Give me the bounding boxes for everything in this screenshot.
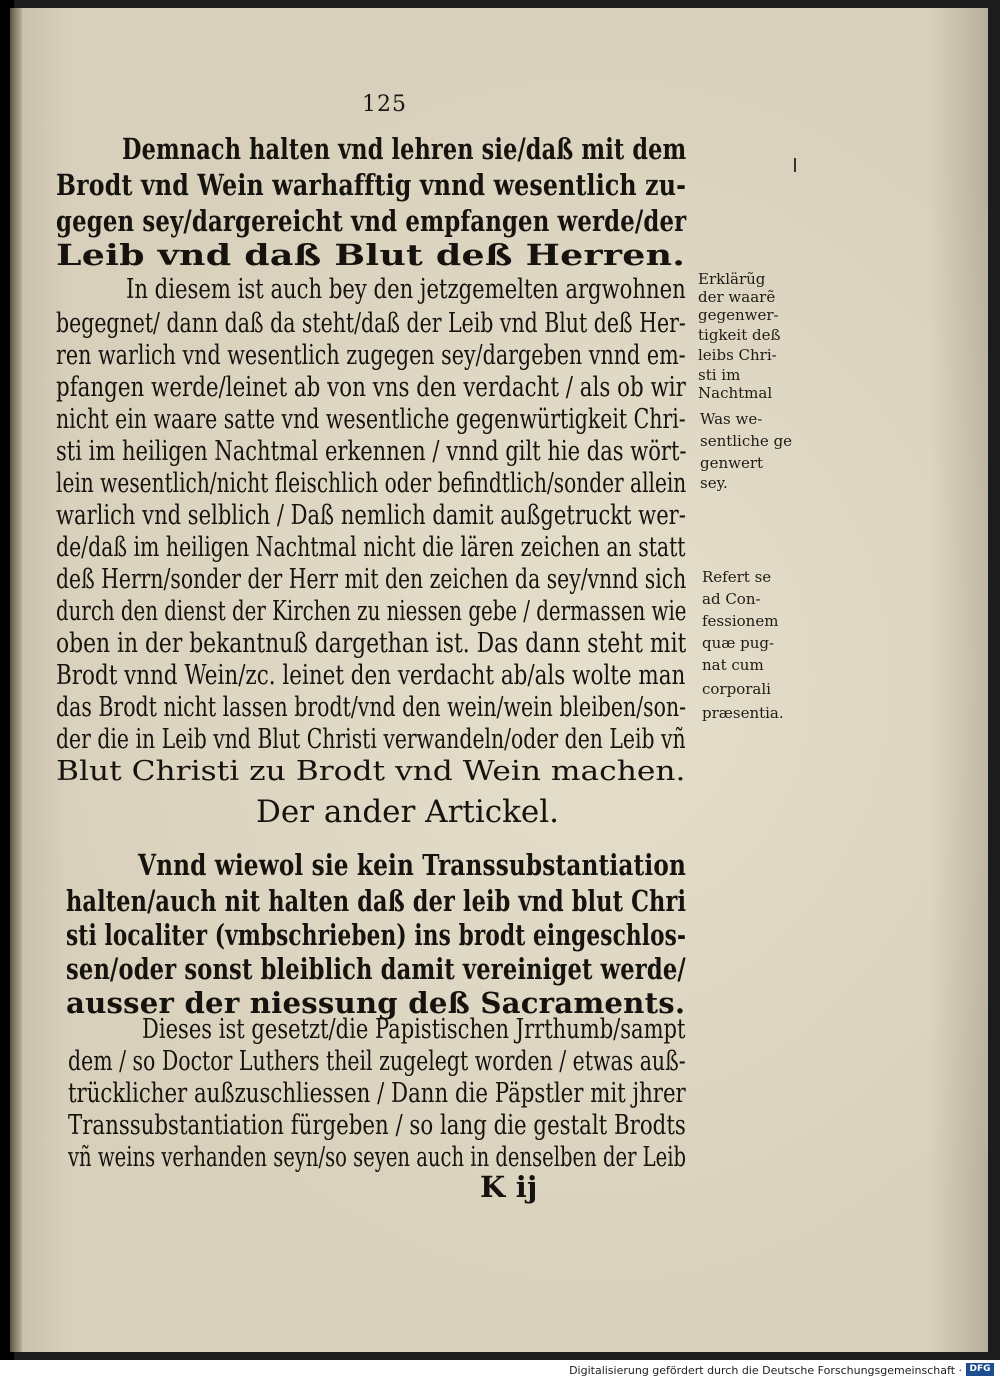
margin-note: Refert se	[702, 568, 772, 586]
text-line: nicht ein waare satte vnd wesentliche gegenwürtigkeit Chri-	[56, 404, 686, 435]
margin-note: quæ pug-	[702, 634, 775, 652]
text-line: Transsubstantiation fürgeben / so lang die gestalt Brodts	[68, 1110, 686, 1141]
text-line: der die in Leib vnd Blut Christi verwandeln/oder den Leib vñ	[56, 724, 686, 755]
catchword: K ij	[480, 1170, 538, 1204]
text-line: deß Herrn/sonder der Herr mit den zeichen da sey/vnnd sich	[56, 564, 687, 595]
funding-credit: Digitalisierung gefördert durch die Deutsche Forschungsgemeinschaft ·	[569, 1364, 962, 1377]
text-line: Blut Christi zu Brodt vnd Wein machen.	[56, 756, 686, 787]
margin-note: Nachtmal	[698, 384, 773, 402]
text-line: halten/auch nit halten daß der leib vnd blut Chri	[66, 884, 687, 918]
text-line: sen/oder sonst bleiblich damit vereiniget werde/	[66, 952, 686, 986]
text-line: In diesem ist auch bey den jetzgemelten argwohnen	[126, 274, 686, 305]
text-line: Leib vnd daß Blut deß Herren.	[56, 238, 686, 272]
margin-note: tigkeit deß	[698, 326, 781, 344]
text-line: dem / so Doctor Luthers theil zugelegt worden / etwas auß-	[68, 1046, 686, 1077]
text-line: lein wesentlich/nicht fleischlich oder befindtlich/sonder allein	[56, 468, 687, 499]
section-heading: Der ander Artickel.	[256, 794, 560, 830]
text-line: sti localiter (vmbschrieben) ins brodt eingeschlos-	[66, 918, 687, 952]
text-line: begegnet/ dann daß da steht/daß der Leib vnd Blut deß Her-	[56, 308, 686, 339]
margin-note: gegenwer-	[698, 306, 779, 324]
margin-note: nat cum	[702, 656, 764, 674]
page-binding-shadow	[10, 8, 22, 1352]
text-line: oben in der bekantnuß dargethan ist. Das dann steht mit	[56, 628, 687, 659]
text-line: Vnnd wiewol sie kein Transsubstantiation	[138, 848, 686, 882]
text-line: das Brodt nicht lassen brodt/vnd den wein/wein bleiben/son-	[56, 692, 687, 723]
text-line: warlich vnd selblich / Daß nemlich damit außgetruckt wer-	[56, 500, 686, 531]
text-line: Brodt vnnd Wein/zc. leinet den verdacht ab/als wolte man	[56, 660, 686, 691]
margin-note: genwert	[700, 454, 764, 472]
text-line: pfangen werde/leinet ab von vns den verdacht / als ob wir	[56, 372, 686, 403]
margin-note: ad Con-	[702, 590, 761, 608]
text-line: gegen sey/dargereicht vnd empfangen werde/der	[56, 204, 687, 238]
dfg-logo: DFG	[966, 1363, 994, 1376]
book-page	[10, 8, 988, 1352]
text-line: sti im heiligen Nachtmal erkennen / vnnd gilt hie das wört-	[56, 436, 687, 467]
ink-mark	[794, 158, 796, 172]
text-line: durch den dienst der Kirchen zu niessen gebe / dermassen wie	[56, 596, 687, 627]
text-line: vñ weins verhanden seyn/so seyen auch in denselben der Leib	[68, 1142, 687, 1173]
text-line: trücklicher außzuschliessen / Dann die Päpstler mit jhrer	[68, 1078, 686, 1109]
margin-note: der waarẽ	[698, 288, 776, 306]
text-line: Demnach halten vnd lehren sie/daß mit dem	[122, 132, 687, 166]
margin-note: sti im	[698, 366, 741, 384]
margin-note: corporali	[702, 680, 771, 698]
margin-note: fessionem	[702, 612, 779, 630]
margin-note: sey.	[700, 474, 728, 492]
margin-note: leibs Chri-	[698, 346, 777, 364]
margin-note: Was we-	[700, 410, 763, 428]
margin-note: Erklärũg	[698, 270, 766, 288]
page-number: 125	[362, 92, 407, 117]
text-line: Dieses ist gesetzt/die Papistischen Jrrthumb/sampt	[142, 1014, 686, 1045]
text-line: Brodt vnd Wein warhafftig vnnd wesentlich zu-	[56, 168, 687, 202]
margin-note: præsentia.	[702, 704, 784, 722]
margin-note: sentliche ge	[700, 432, 793, 450]
text-line: ausser der niessung deß Sacraments.	[66, 986, 686, 1020]
text-line: ren warlich vnd wesentlich zugegen sey/dargeben vnnd em-	[56, 340, 686, 371]
text-line: de/daß im heiligen Nachtmal nicht die lären zeichen an statt	[56, 532, 686, 563]
